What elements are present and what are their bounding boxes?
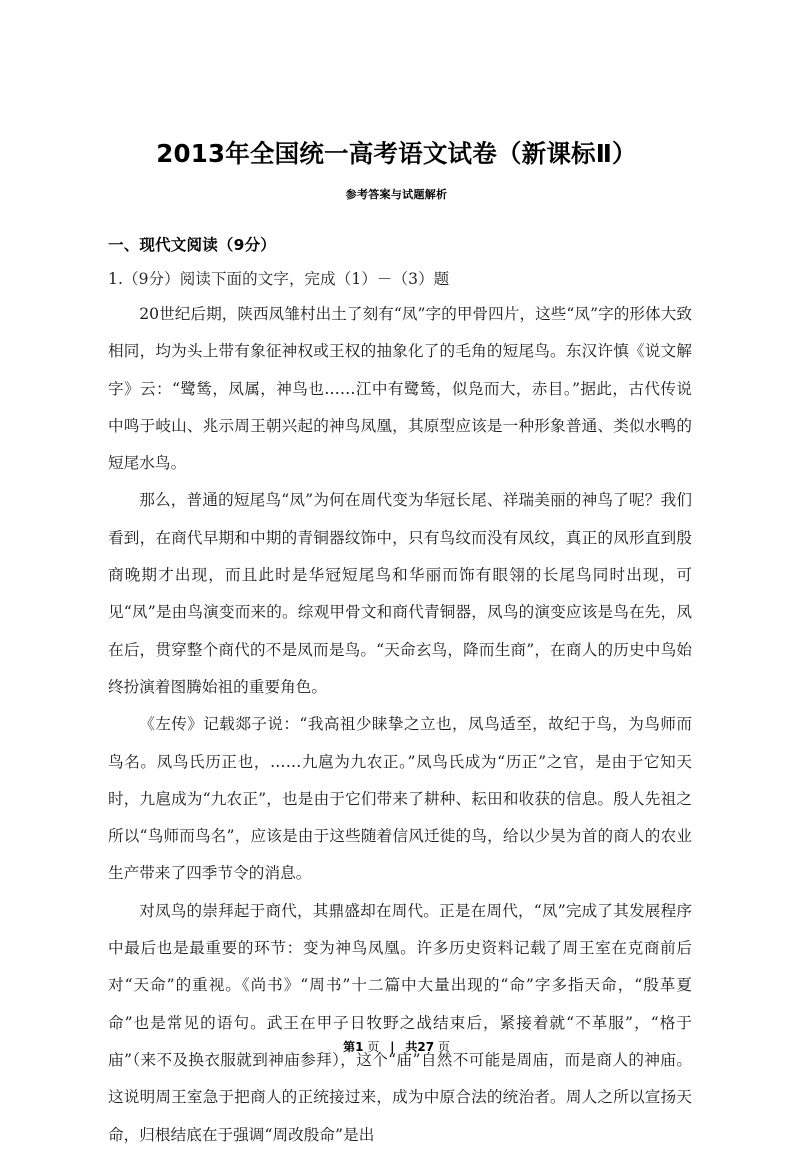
page-subtitle: 参考答案与试题解析 — [345, 188, 448, 201]
footer-current-page: 1 — [355, 1040, 364, 1054]
passage-paragraph-3: 《左传》记载郯子说：“我高祖少睐挚之立也，凤鸟适至，故纪于鸟，为鸟师而鸟名。凤鸟氏历正也，……九扈为九农正。”凤鸟氏成为“历正”之官，是由于它知天时，九扈成为“九农正”，也是由于它们带来了耕种、耘田和收获的信息。殷人先祖之所以“鸟师而鸟名”，应该是由于这些随着信风迁徙的鸟，给以少昊为首的商人的农业生产带来了四季节令的消息。 — [108, 715, 692, 883]
passage-paragraph-1: 20世纪后期，陕西凤雏村出土了刻有“凤”字的甲骨四片，这些“凤”字的形体大致相同，均为头上带有象征神权或王权的抽象化了的毛角的短尾鸟。东汉许慎《说文解字》云：“鹭鸶，凤属，神鸟也……江中有鹭鸶，似凫而大，赤目。”据此，古代传说中鸣于岐山、兆示周王朝兴起的神鸟凤凰，其原型应该是一种形象普通、类似水鸭的短尾水鸟。 — [108, 305, 692, 473]
footer-total-pages: 27 — [417, 1040, 435, 1054]
footer-page-unit: 页 — [367, 1040, 380, 1054]
passage-paragraph-4: 对凤鸟的崇拜起于商代，其鼎盛却在周代。正是在周代，“凤”完成了其发展程序中最后也是最重要的环节：变为神鸟凤凰。许多历史资料记载了周王室在克商前后对“天命”的重视。《尚书》“周书”十二篇中大量出现的“命”字多指天命，“殷革夏命”也是常见的语句。武王在甲子日牧野之战结束后，紧接着就“不革服”，“格于庙”（来不及换衣服就到神庙参拜），这个“庙”自然不可能是周庙，而是商人的神庙。这说明周王室急于把商人的正统接过来，成为中原合法的统治者。周人之所以宣扬天命，归根结底在于强调“周改殷命”是出 — [108, 901, 692, 1144]
question-1-prompt: 1.（9分）阅读下面的文字，完成（1）－（3）题 — [108, 270, 450, 288]
page-footer — [0, 1038, 793, 1055]
page-title: 2013年全国统一高考语文试卷（新课标Ⅱ） — [156, 139, 637, 168]
passage-paragraph-2: 那么，普通的短尾鸟“凤”为何在周代变为华冠长尾、祥瑞美丽的神鸟了呢？我们看到，在商代早期和中期的青铜器纹饰中，只有鸟纹而没有凤纹，真正的凤形直到殷商晚期才出现，而且此时是华冠短尾鸟和华丽而饰有眼翎的长尾鸟同时出现，可见“凤”是由鸟演变而来的。综观甲骨文和商代青铜器，凤鸟的演变应该是鸟在先，凤在后，贯穿整个商代的不是凤而是鸟。“天命玄鸟，降而生商”，在商人的历史中鸟始终扮演着图腾始祖的重要角色。 — [108, 491, 692, 696]
footer-total-unit: 页 — [437, 1040, 450, 1054]
footer-current-label: 第 — [343, 1040, 356, 1054]
document-content — [108, 232, 692, 1154]
section-heading-modern-reading: 一、现代文阅读（9分） — [108, 236, 276, 254]
footer-separator: | — [390, 1040, 395, 1054]
footer-total-label: 共 — [405, 1040, 418, 1054]
